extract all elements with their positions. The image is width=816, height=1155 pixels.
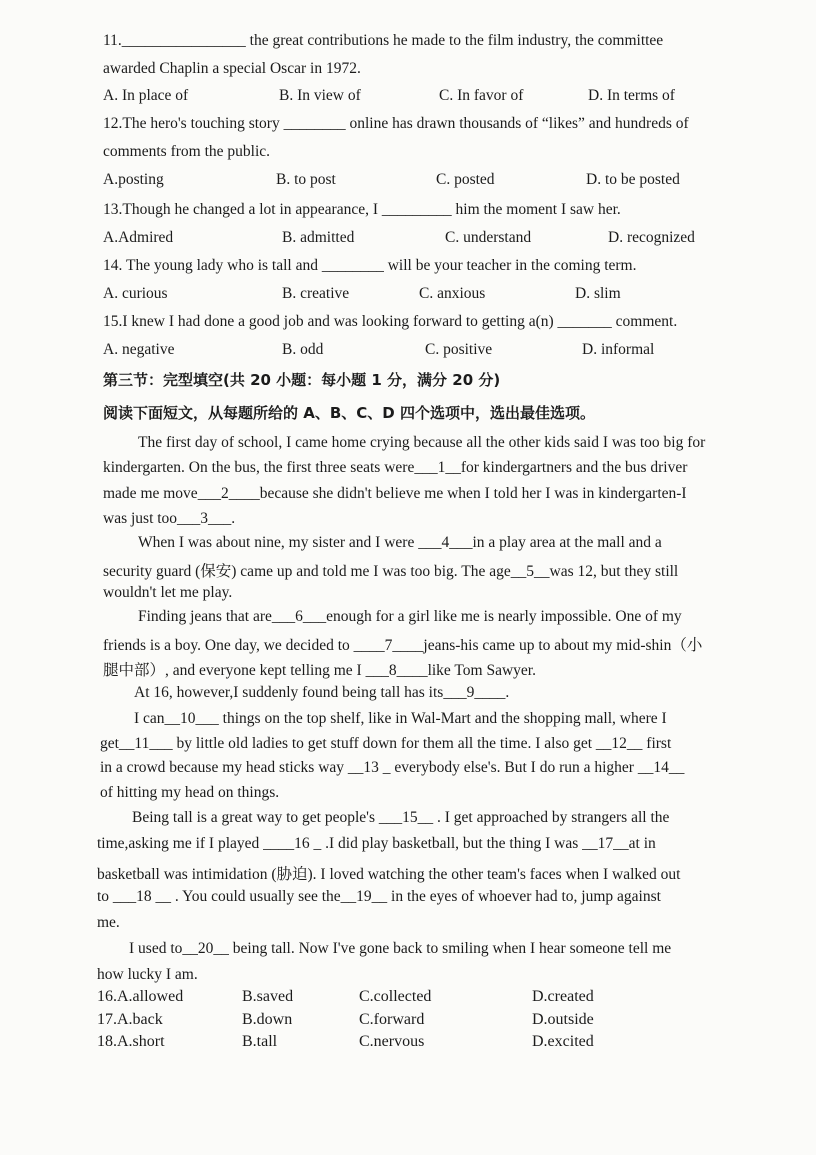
passage-line: of hitting my head on things. — [100, 784, 280, 801]
option-b: B. admitted — [282, 229, 355, 246]
question-14-options — [103, 285, 703, 305]
option-a: A. curious — [103, 285, 168, 302]
option-b: B.saved — [242, 988, 294, 1005]
cloze-options-18 — [97, 1033, 717, 1053]
option-c: C. positive — [425, 341, 493, 358]
section-title: 第三节：完型填空(共 20 小题：每小题 1 分，满分 20 分) — [103, 371, 501, 389]
option-b: B. odd — [282, 341, 324, 358]
passage-line: in a crowd because my head sticks way __13 _ everybody else's. But I do run a higher __14__ — [100, 759, 685, 776]
option-d: D. In terms of — [588, 87, 675, 104]
option-d: D. recognized — [608, 229, 695, 246]
question-12-options — [103, 171, 703, 191]
option-b: B.down — [242, 1011, 293, 1028]
option-d: D. informal — [582, 341, 655, 358]
option-d: D. slim — [575, 285, 621, 302]
option-a: 17.A.back — [97, 1011, 163, 1028]
passage-line: I used to__20__ being tall. Now I've gone back to smiling when I hear someone tell me — [129, 940, 672, 957]
passage-line: made me move___2____because she didn't believe me when I told her I was in kindergarten-I — [103, 485, 687, 502]
option-a: A. In place of — [103, 87, 189, 104]
passage-line: to ___18 __ . You could usually see the__19__ in the eyes of whoever had to, jump against — [97, 888, 661, 905]
option-b: B. to post — [276, 171, 336, 188]
option-a: 18.A.short — [97, 1033, 165, 1050]
option-a: 16.A.allowed — [97, 988, 184, 1005]
passage-line: kindergarten. On the bus, the first three seats were___1__for kindergartners and the bus driver — [103, 459, 688, 476]
option-c: C. understand — [445, 229, 532, 246]
option-b: B. In view of — [279, 87, 361, 104]
question-13-stem: 13.Though he changed a lot in appearance, I _________ him the moment I saw her. — [103, 201, 621, 218]
question-11-stem-cont: awarded Chaplin a special Oscar in 1972. — [103, 60, 361, 77]
option-d: D.outside — [532, 1011, 594, 1028]
option-c: C.collected — [359, 988, 432, 1005]
cloze-options-16 — [97, 988, 717, 1008]
option-c: C. posted — [436, 171, 495, 188]
option-d: D. to be posted — [586, 171, 680, 188]
passage-line: When I was about nine, my sister and I were ___4___in a play area at the mall and a — [138, 534, 662, 551]
question-12-stem: 12.The hero's touching story ________ online has drawn thousands of “likes” and hundreds of — [103, 115, 689, 132]
passage-line: get__11___ by little old ladies to get stuff down for them all the time. I also get __12__ first — [100, 735, 672, 752]
passage-line: security guard (保安) came up and told me I was too big. The age__5__was 12, but they still — [103, 563, 679, 580]
question-13-options — [103, 229, 703, 249]
passage-line: At 16, however,I suddenly found being tall has its___9____. — [134, 684, 510, 701]
option-a: A.Admired — [103, 229, 174, 246]
option-d: D.excited — [532, 1033, 594, 1050]
passage-line: Being tall is a great way to get people's ___15__ . I get approached by strangers all the — [132, 809, 670, 826]
question-15-options — [103, 341, 703, 361]
passage-line: basketball was intimidation (胁迫). I loved watching the other team's faces when I walked out — [97, 866, 681, 883]
passage-line: how lucky I am. — [97, 966, 198, 983]
question-11-options — [103, 87, 703, 107]
passage-line: wouldn't let me play. — [103, 584, 233, 601]
option-b: B.tall — [242, 1033, 278, 1050]
question-11-stem: 11.________________ the great contributions he made to the film industry, the committee — [103, 32, 664, 49]
option-b: B. creative — [282, 285, 350, 302]
question-15-stem: 15.I knew I had done a good job and was looking forward to getting a(n) _______ comment. — [103, 313, 678, 330]
option-c: C. In favor of — [439, 87, 524, 104]
option-c: C.forward — [359, 1011, 425, 1028]
passage-line: time,asking me if I played ____16 _ .I did play basketball, but the thing I was __17__at in — [97, 835, 656, 852]
question-12-stem-cont: comments from the public. — [103, 143, 271, 160]
option-c: C. anxious — [419, 285, 486, 302]
passage-line: me. — [97, 914, 120, 931]
question-14-stem: 14. The young lady who is tall and ________ will be your teacher in the coming term. — [103, 257, 637, 274]
section-instruction: 阅读下面短文，从每题所给的 A、B、C、D 四个选项中，选出最佳选项。 — [103, 404, 595, 422]
passage-line: 腿中部）, and everyone kept telling me I ___8____like Tom Sawyer. — [103, 662, 536, 679]
passage-line: was just too___3___. — [103, 510, 236, 527]
passage-line: Finding jeans that are___6___enough for a girl like me is nearly impossible. One of my — [138, 608, 682, 625]
option-d: D.created — [532, 988, 594, 1005]
cloze-options-17 — [97, 1011, 717, 1031]
option-c: C.nervous — [359, 1033, 425, 1050]
passage-line: friends is a boy. One day, we decided to ____7____jeans-his came up to about my mid-shin（小 — [103, 637, 703, 654]
option-a: A. negative — [103, 341, 175, 358]
option-a: A.posting — [103, 171, 164, 188]
passage-line: I can__10___ things on the top shelf, like in Wal-Mart and the shopping mall, where I — [134, 710, 667, 727]
passage-line: The first day of school, I came home crying because all the other kids said I was too big for — [138, 434, 706, 451]
